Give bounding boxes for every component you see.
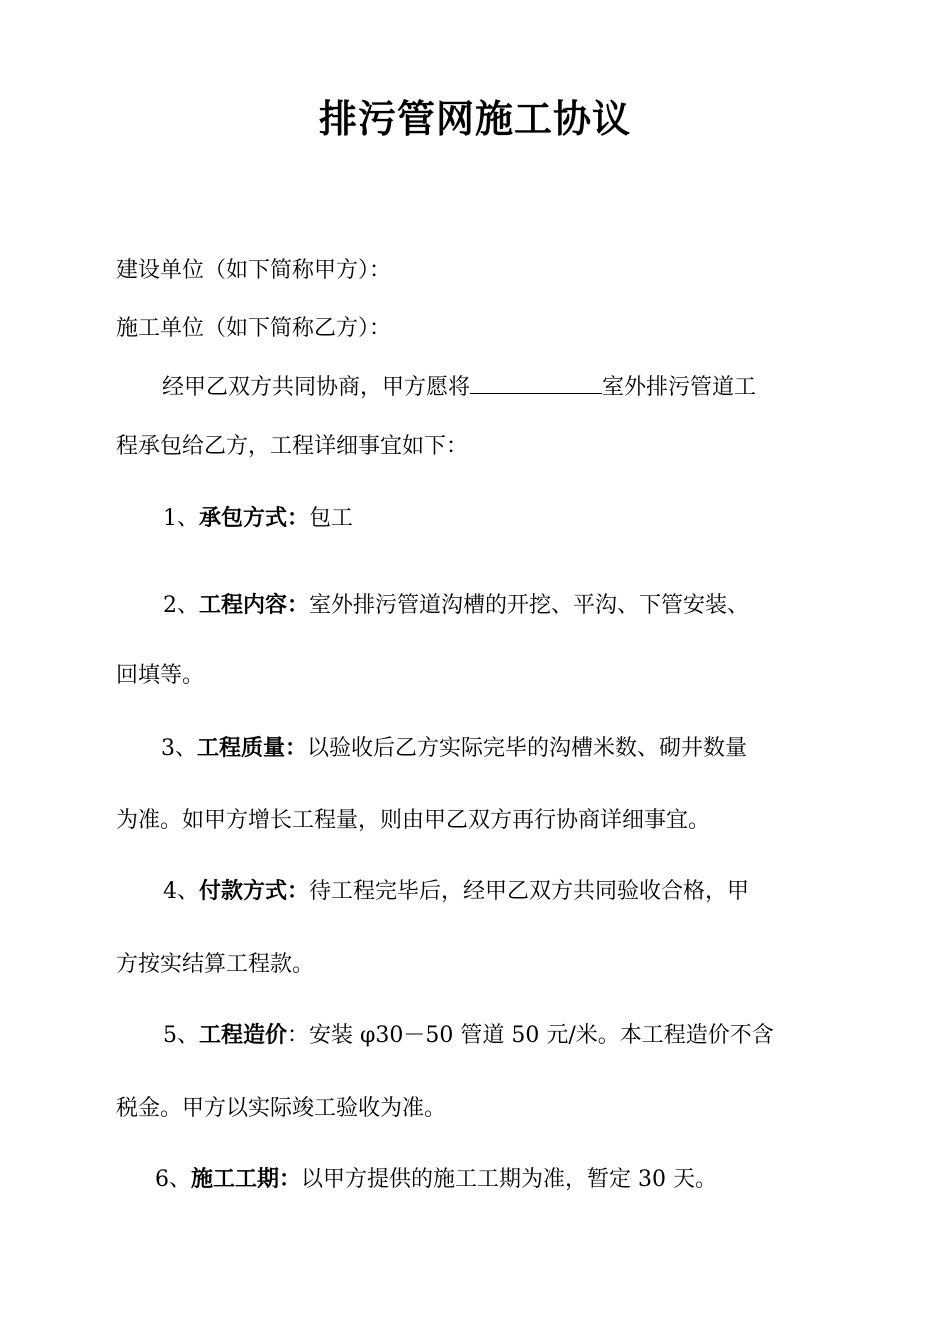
- clause-5: [116, 1020, 863, 1051]
- clause-2: [116, 590, 863, 621]
- clause-5-continuation: 税金。甲方以实际竣工验收为准。: [116, 1096, 447, 1121]
- clause-3: [116, 733, 861, 764]
- clause-3-continuation: 为准。如甲方增长工程量，则由甲乙双方再行协商详细事宜。: [116, 808, 711, 833]
- clause-number: 5、: [163, 1023, 199, 1048]
- clause-4-continuation: 方按实结算工程款。: [116, 952, 315, 977]
- clause-number: 2、: [163, 593, 199, 618]
- clause-label: 承包方式：: [199, 505, 310, 531]
- clause-label: 工程内容：: [199, 592, 310, 618]
- clause-label: 付款方式：: [199, 878, 310, 904]
- clause-text: 以甲方提供的施工工期为准，暂定 30 天。: [301, 1167, 717, 1192]
- clause-label: 工程造价: [199, 1022, 288, 1048]
- party-b-line: 施工单位（如下简称乙方）：: [116, 316, 392, 341]
- party-a-line: 建设单位（如下简称甲方）：: [116, 258, 392, 283]
- clause-2-continuation: 回填等。: [116, 663, 205, 688]
- clause-text: 待工程完毕后，经甲乙双方共同验收合格，甲: [309, 879, 750, 904]
- clause-number: 1、: [163, 506, 199, 531]
- intro-text-after: 室外排污管道工: [602, 375, 757, 400]
- clause-text: 以验收后乙方实际完毕的沟槽米数、砌井数量: [307, 736, 748, 761]
- clause-label: 施工工期：: [191, 1166, 302, 1192]
- clause-4: [116, 876, 863, 907]
- clause-text: 包工: [309, 506, 354, 531]
- intro-line-2: 程承包给乙方，工程详细事宜如下：: [116, 434, 469, 459]
- clause-label: 工程质量：: [197, 735, 308, 761]
- clause-text: 室外排污管道沟槽的开挖、平沟、下管安装、: [309, 593, 750, 618]
- clause-6: [116, 1164, 855, 1195]
- clause-1: [116, 503, 863, 534]
- clause-number: 3、: [161, 736, 197, 761]
- document-title: 排污管网施工协议: [318, 96, 631, 141]
- intro-text-before: 经甲乙双方共同协商，甲方愿将: [162, 375, 471, 400]
- clause-text: 安装 φ30－50 管道 50 元/米。本工程造价不含: [309, 1023, 774, 1048]
- clause-separator: ：: [287, 1023, 310, 1048]
- clause-number: 4、: [163, 879, 199, 904]
- clause-number: 6、: [155, 1167, 191, 1192]
- intro-line-1: [116, 373, 862, 403]
- project-name-blank: [470, 373, 602, 394]
